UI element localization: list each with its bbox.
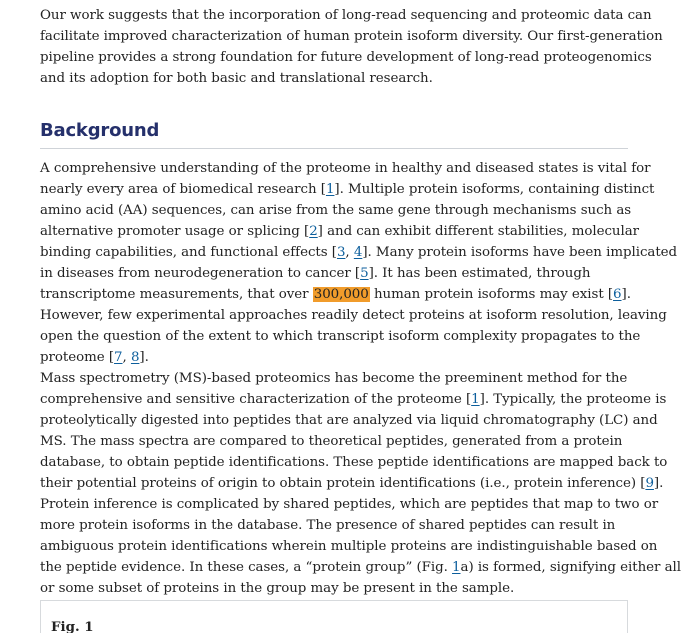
citation-link[interactable]: 1 [471, 392, 480, 407]
figure-card [40, 600, 628, 633]
text-run: a) is formed, signifying either all [460, 560, 681, 575]
text-line: database, to obtain peptide identifications. These peptide identifications are mapped back to [40, 455, 668, 470]
text-line: ambiguous protein identifications wherein multiple proteins are indistinguishable based on [40, 539, 658, 554]
text-line: binding capabilities, and functional effects [3, 4]. Many protein isoforms have been implicated [40, 245, 678, 260]
citation-link[interactable]: 6 [613, 287, 622, 302]
text-line: comprehensive and sensitive characterization of the proteome [1]. Typically, the proteome is [40, 392, 667, 407]
text-line: transcriptome measurements, that over 300,000 human protein isoforms may exist [6]. [40, 287, 631, 302]
text-line: their potential proteins of origin to obtain protein identifications (i.e., protein inference) [9]. [40, 476, 664, 491]
text-line: Protein inference is complicated by shared peptides, which are peptides that map to two or [40, 497, 659, 512]
text-line: open the question of the extent to which transcript isoform complexity propagates to the [40, 329, 641, 344]
text-line: Mass spectrometry (MS)-based proteomics has become the preeminent method for the [40, 371, 628, 386]
text-run: . [144, 350, 149, 365]
text-run: and can exhibit different stabilities, molecular [322, 224, 640, 239]
text-line: A comprehensive understanding of the proteome in healthy and diseased states is vital for [40, 161, 651, 176]
text-run: proteome [40, 350, 109, 365]
text-run: the peptide evidence. In these cases, a “protein group” (Fig. [40, 560, 453, 575]
text-line: amino acid (AA) sequences, can arise from the same gene through mechanisms such as [40, 203, 632, 218]
background-paragraph-2 [40, 368, 681, 599]
text-line: alternative promoter usage or splicing [2] and can exhibit different stabilities, molecular [40, 224, 640, 239]
citation-link[interactable]: 7 [114, 350, 123, 365]
search-highlight: 300,000 [313, 287, 369, 302]
citation-link[interactable]: 8 [130, 350, 140, 365]
background-paragraph-1 [40, 158, 677, 368]
citation-link[interactable]: 2 [309, 224, 318, 239]
text-run: . It has been estimated, through [373, 266, 591, 281]
citation-link[interactable]: 4 [353, 245, 363, 260]
text-run: human protein isoforms may exist [369, 287, 608, 302]
text-line: in diseases from neurodegeneration to cancer [5]. It has been estimated, through [40, 266, 591, 281]
citation-link[interactable]: 3 [336, 245, 346, 260]
text-line: facilitate improved characterization of human protein isoform diversity. Our first-generation [40, 29, 663, 44]
figure-title: Fig. 1 [51, 619, 94, 633]
text-run: . Multiple protein isoforms, containing distinct [339, 182, 655, 197]
text-run: comprehensive and sensitive characterization of the proteome [40, 392, 466, 407]
text-line [40, 557, 681, 578]
text-line: and its adoption for both basic and translational research. [40, 71, 433, 86]
text-line: MS. The mass spectra are compared to theoretical peptides, generated from a protein [40, 434, 623, 449]
text-line: more protein isoforms in the database. The presence of shared peptides can result in [40, 518, 616, 533]
text-run: . Typically, the proteome is [484, 392, 667, 407]
text-line: proteolytically digested into peptides that are analyzed via liquid chromatography (LC) and [40, 413, 658, 428]
text-line: nearly every area of biomedical research [1]. Multiple protein isoforms, containing distinct [40, 182, 655, 197]
text-run: . Many protein isoforms have been implicated [367, 245, 678, 260]
citation-link[interactable]: 9 [645, 476, 654, 491]
text-run: transcriptome measurements, that over [40, 287, 313, 302]
text-run: nearly every area of biomedical research [40, 182, 321, 197]
intro-paragraph [40, 5, 663, 89]
text-line: However, few experimental approaches readily detect proteins at isoform resolution, leaving [40, 308, 667, 323]
text-line: pipeline provides a strong foundation for future development of long-read proteogenomics [40, 50, 652, 65]
text-run: binding capabilities, and functional effects [40, 245, 332, 260]
text-run: alternative promoter usage or splicing [40, 224, 304, 239]
heading-divider [40, 148, 628, 149]
text-line: proteome [7, 8]. [40, 350, 149, 365]
text-line: or some subset of proteins in the group may be present in the sample. [40, 581, 515, 596]
text-run: . [626, 287, 631, 302]
text-run: , [122, 350, 131, 365]
text-line: Our work suggests that the incorporation of long-read sequencing and proteomic data can [40, 8, 652, 23]
text-run: , [345, 245, 354, 260]
text-run: in diseases from neurodegeneration to cancer [40, 266, 355, 281]
text-run: their potential proteins of origin to obtain protein identifications (i.e., protein inference) [40, 476, 641, 491]
figure-link[interactable]: 1 [452, 560, 461, 575]
citation-link[interactable]: 1 [325, 182, 335, 197]
section-heading-background: Background [40, 120, 160, 141]
citation-link[interactable]: 5 [360, 266, 369, 281]
text-run: . [659, 476, 664, 491]
